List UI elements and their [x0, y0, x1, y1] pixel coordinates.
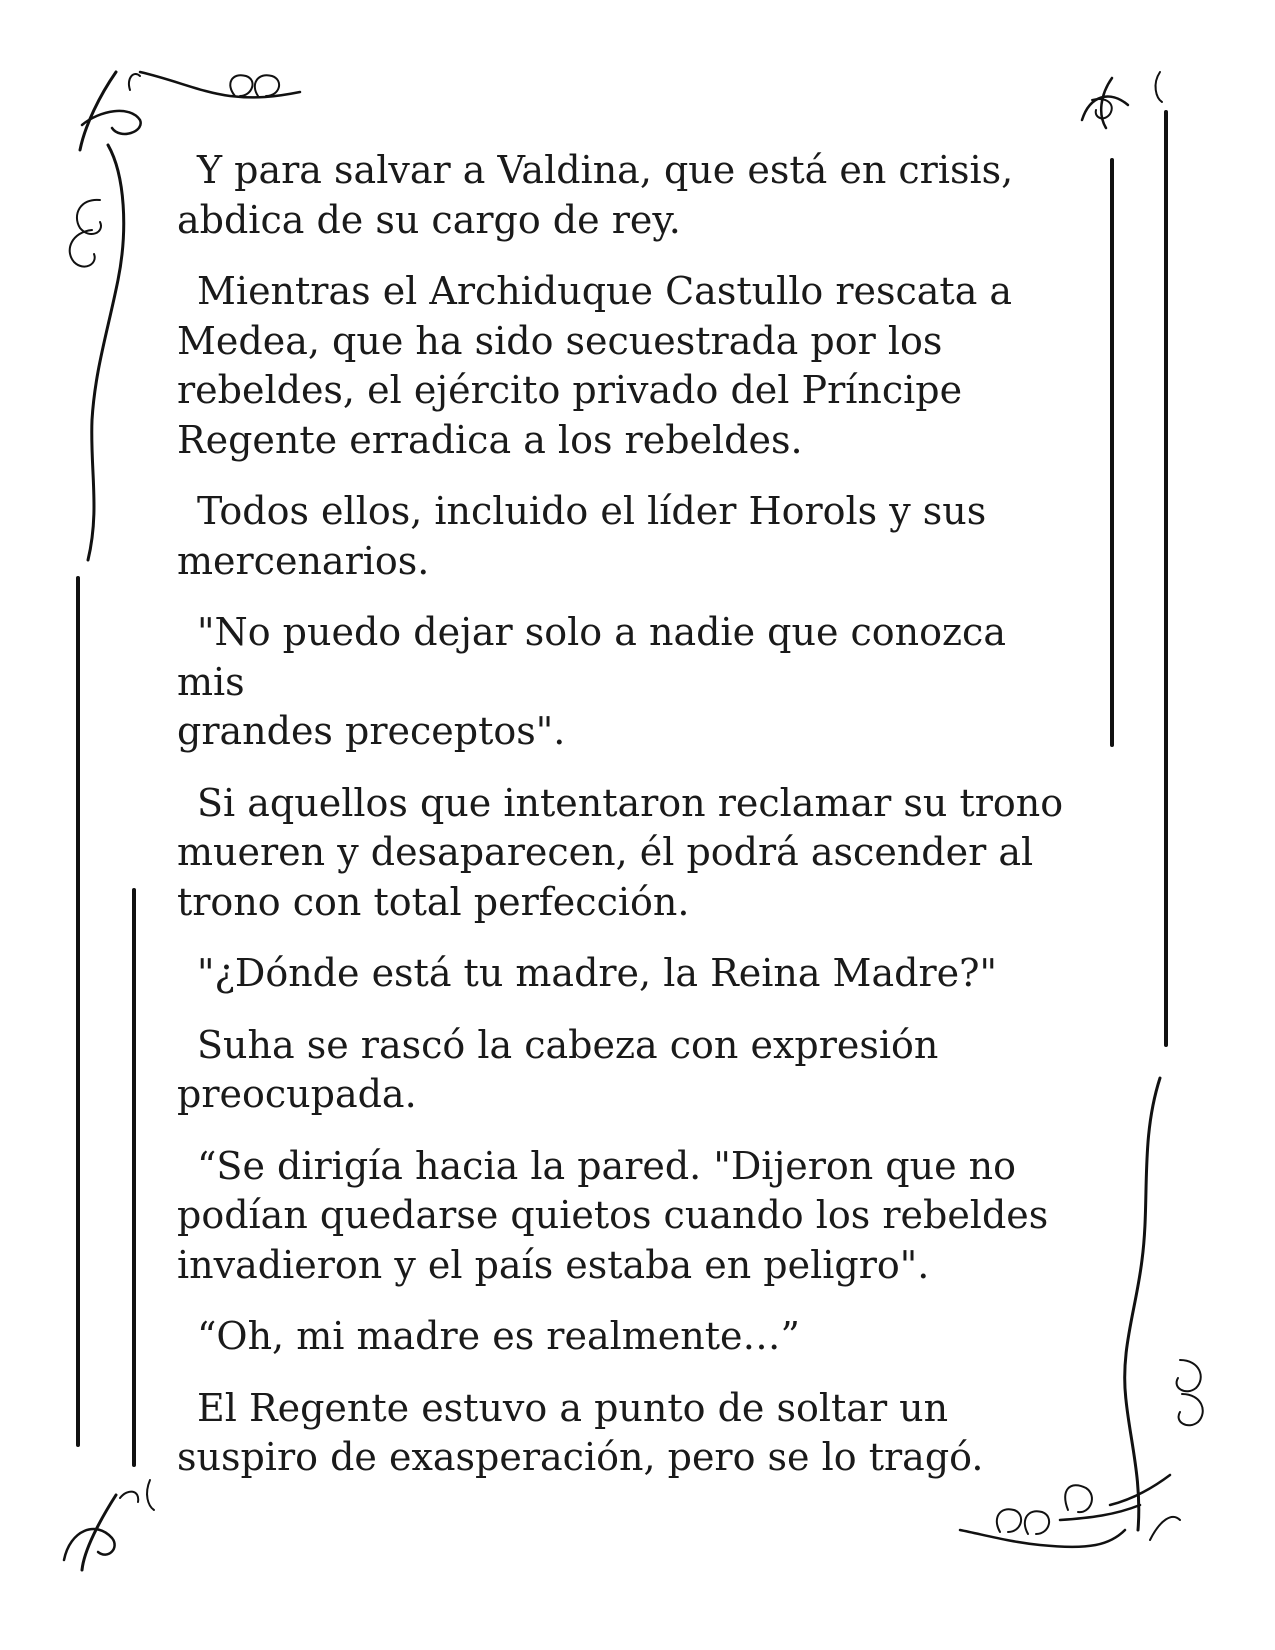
paragraph: “Se dirigía hacia la pared. "Dijeron que no podían quedarse quietos cuando los rebeldes invadieron y el país estaba en peligro".	[177, 1143, 1049, 1287]
paragraph: "No puedo dejar solo a nadie que conozca mis grandes preceptos".	[177, 610, 1006, 753]
paragraph: Y para salvar a Valdina, que está en crisis, abdica de su cargo de rey.	[177, 148, 1014, 242]
flourish-bottom-left-icon	[64, 1480, 154, 1570]
story-text	[177, 146, 1077, 1505]
paragraph: Suha se rascó la cabeza con expresión preocupada.	[177, 1022, 939, 1116]
paragraph: “Oh, mi madre es realmente…”	[197, 1314, 800, 1358]
paragraph: Mientras el Archiduque Castullo rescata a Medea, que ha sido secuestrada por los rebeldes, el ejército privado del Príncipe Regente erradica a los rebeldes.	[177, 269, 1013, 462]
paragraph: Si aquellos que intentaron reclamar su trono mueren y desaparecen, él podrá ascender al trono con total perfección.	[177, 780, 1064, 924]
flourish-top-right-icon	[1082, 72, 1166, 1045]
paragraph: El Regente estuvo a punto de soltar un suspiro de exasperación, pero se lo tragó.	[177, 1385, 984, 1479]
paragraph: Todos ellos, incluido el líder Horols y sus mercenarios.	[177, 489, 987, 583]
paragraph: "¿Dónde está tu madre, la Reina Madre?"	[197, 951, 997, 995]
